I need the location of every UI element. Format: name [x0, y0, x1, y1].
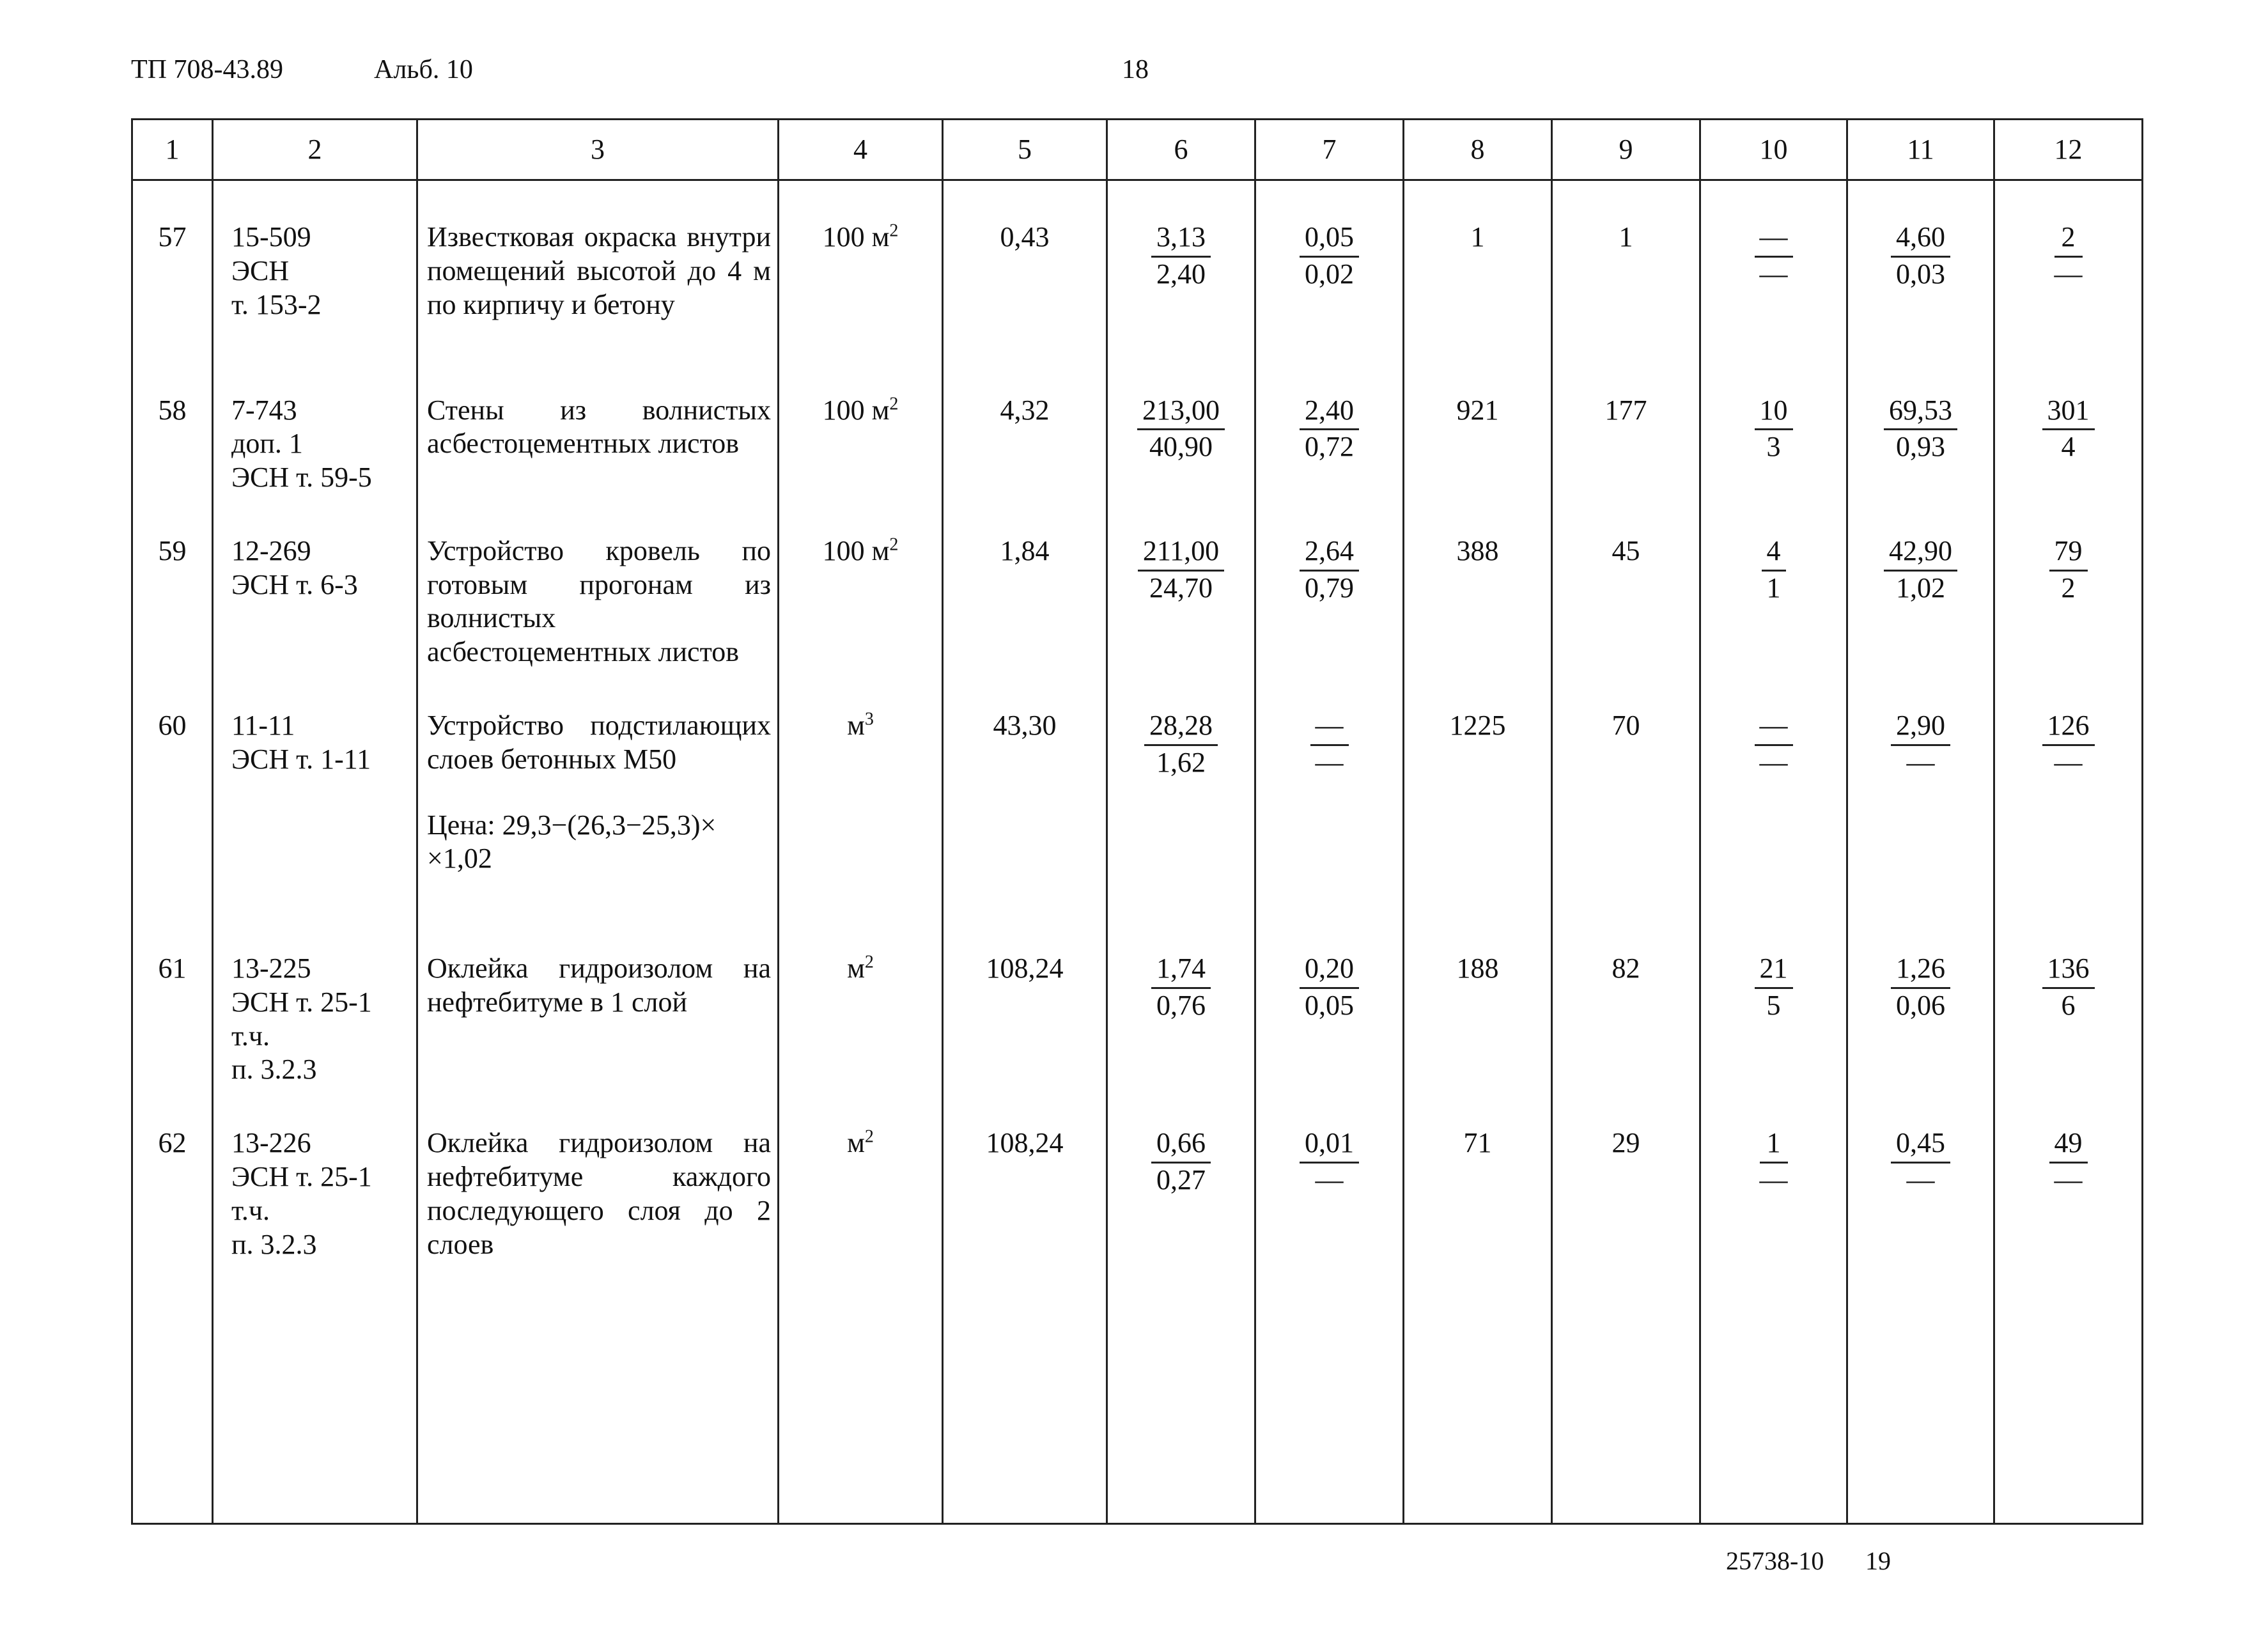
col10-cell — [1700, 669, 1847, 912]
column-header: 1 — [132, 120, 213, 180]
col6-fraction-numerator: 3,13 — [1151, 221, 1211, 258]
col10-fraction-numerator: — — [1755, 709, 1793, 746]
col11-fraction-numerator: 1,26 — [1891, 952, 1950, 989]
col10-cell — [1700, 180, 1847, 354]
col6-fraction-denominator: 40,90 — [1149, 431, 1213, 463]
code-line: 15-509 — [231, 221, 311, 253]
unit: 100 м — [822, 394, 890, 426]
col12-cell — [1994, 912, 2143, 1087]
work-description: Стены из волнистых асбестоцементных листов — [427, 394, 771, 460]
col10-fraction-numerator: 1 — [1760, 1126, 1788, 1164]
col12-fraction-numerator: 126 — [2042, 709, 2095, 746]
col6-fraction-denominator: 0,27 — [1156, 1164, 1206, 1196]
col10-fraction-numerator: — — [1755, 221, 1793, 258]
col12-fraction-denominator: — — [2054, 1164, 2083, 1196]
quantity: 43,30 — [943, 669, 1107, 912]
col6-fraction-denominator: 0,76 — [1156, 989, 1206, 1021]
unit-exponent: 3 — [864, 709, 874, 729]
code-line: т. 153-2 — [231, 288, 322, 320]
col11-fraction-denominator: 1,02 — [1896, 572, 1945, 603]
col11-fraction — [1884, 394, 1957, 465]
work-description-cell — [417, 180, 779, 354]
table-row — [132, 180, 2143, 354]
col10-fraction-denominator: 1 — [1766, 572, 1781, 603]
code-line: т.ч. — [231, 1194, 270, 1226]
col11-fraction-denominator: 0,06 — [1896, 989, 1945, 1021]
col11-fraction — [1891, 221, 1950, 292]
col7-fraction — [1300, 534, 1359, 605]
col6-cell — [1107, 1087, 1255, 1523]
col9-value: 70 — [1552, 669, 1700, 912]
col10-fraction-denominator: 3 — [1766, 431, 1781, 463]
col12-fraction — [2049, 534, 2088, 605]
unit-cell — [779, 354, 943, 495]
col11-fraction-numerator: 4,60 — [1891, 221, 1950, 258]
estimate-table — [131, 118, 2143, 1525]
unit-cell — [779, 180, 943, 354]
col12-fraction-numerator: 2 — [2054, 221, 2083, 258]
column-header: 11 — [1847, 120, 1994, 180]
unit-cell — [779, 495, 943, 669]
unit-cell — [779, 912, 943, 1087]
col7-fraction-numerator: 0,05 — [1300, 221, 1359, 258]
col6-cell — [1107, 669, 1255, 912]
col11-fraction-denominator: — — [1906, 1164, 1935, 1196]
column-header: 5 — [943, 120, 1107, 180]
code-cell — [213, 180, 417, 354]
unit: 100 м — [822, 221, 890, 253]
quantity: 1,84 — [943, 495, 1107, 669]
col10-fraction-denominator: — — [1759, 258, 1788, 290]
col12-fraction-denominator: — — [2054, 258, 2083, 290]
column-header: 7 — [1255, 120, 1404, 180]
code-line: ЭСН т. 1-11 — [231, 743, 371, 775]
column-header: 4 — [779, 120, 943, 180]
col11-fraction-denominator: — — [1906, 746, 1935, 778]
col12-fraction-numerator: 49 — [2049, 1126, 2088, 1164]
code-line: ЭСН — [231, 254, 290, 286]
code-line: 12-269 — [231, 534, 311, 566]
unit-cell — [779, 669, 943, 912]
col10-fraction — [1760, 1126, 1788, 1197]
col8-value: 1 — [1404, 180, 1552, 354]
col12-cell — [1994, 1087, 2143, 1523]
col10-fraction-numerator: 10 — [1755, 394, 1793, 431]
col7-fraction-denominator: — — [1315, 1164, 1344, 1196]
col9-value: 29 — [1552, 1087, 1700, 1523]
col12-fraction-numerator: 136 — [2042, 952, 2095, 989]
col6-fraction-numerator: 0,66 — [1151, 1126, 1211, 1164]
col8-value: 1225 — [1404, 669, 1552, 912]
code-line: т.ч. — [231, 1020, 270, 1052]
col9-value: 45 — [1552, 495, 1700, 669]
col12-fraction — [2054, 221, 2083, 292]
col6-cell — [1107, 912, 1255, 1087]
unit-exponent: 2 — [889, 221, 899, 241]
col11-cell — [1847, 354, 1994, 495]
col11-fraction — [1891, 1126, 1950, 1197]
col12-fraction-denominator: — — [2054, 746, 2083, 778]
code-line: ЭСН т. 25-1 — [231, 1161, 372, 1193]
col10-fraction — [1755, 394, 1793, 465]
col6-fraction-numerator: 28,28 — [1144, 709, 1218, 746]
unit-exponent: 2 — [889, 534, 899, 555]
col11-fraction-numerator: 69,53 — [1884, 394, 1957, 431]
code-line: доп. 1 — [231, 428, 303, 460]
column-header: 3 — [417, 120, 779, 180]
quantity: 108,24 — [943, 912, 1107, 1087]
col6-fraction-numerator: 213,00 — [1137, 394, 1225, 431]
unit: м — [847, 953, 865, 985]
col10-fraction-numerator: 4 — [1762, 534, 1786, 572]
work-description-cell — [417, 1087, 779, 1523]
row-number: 61 — [132, 912, 213, 1087]
col12-fraction — [2042, 709, 2095, 780]
code-line: ЭСН т. 25-1 — [231, 986, 372, 1018]
unit-exponent: 2 — [864, 952, 874, 972]
col6-fraction — [1137, 394, 1225, 465]
unit-exponent: 2 — [889, 393, 899, 414]
row-number: 58 — [132, 354, 213, 495]
table-row — [132, 912, 2143, 1087]
col11-cell — [1847, 180, 1994, 354]
column-header: 12 — [1994, 120, 2143, 180]
col12-cell — [1994, 354, 2143, 495]
code-line: ЭСН т. 59-5 — [231, 462, 372, 494]
unit-exponent: 2 — [864, 1126, 874, 1147]
document-code: ТП 708-43.89 — [131, 55, 283, 84]
col7-fraction-numerator: — — [1310, 709, 1349, 746]
code-line: п. 3.2.3 — [231, 1228, 317, 1260]
col6-fraction-numerator: 211,00 — [1138, 534, 1224, 572]
col7-cell — [1255, 1087, 1404, 1523]
col11-fraction-numerator: 0,45 — [1891, 1126, 1950, 1164]
table-row — [132, 669, 2143, 912]
album-label: Альб. 10 — [374, 55, 473, 84]
code-cell — [213, 495, 417, 669]
work-description: Известковая окраска внутри помещений высотой до 4 м по кирпичу и бетону — [427, 221, 771, 320]
col8-value: 71 — [1404, 1087, 1552, 1523]
col6-fraction — [1144, 709, 1218, 780]
row-number: 57 — [132, 180, 213, 354]
col10-cell — [1700, 912, 1847, 1087]
code-line: ЭСН т. 6-3 — [231, 568, 358, 600]
col11-fraction — [1891, 952, 1950, 1023]
col7-fraction — [1300, 1126, 1359, 1197]
col7-fraction-numerator: 2,40 — [1300, 394, 1359, 431]
col12-cell — [1994, 495, 2143, 669]
header-row — [132, 120, 2143, 180]
unit: м — [847, 1127, 865, 1159]
col11-fraction — [1891, 709, 1950, 780]
col12-fraction-numerator: 79 — [2049, 534, 2088, 572]
col10-fraction-denominator: 5 — [1766, 989, 1781, 1021]
column-header: 8 — [1404, 120, 1552, 180]
col7-cell — [1255, 669, 1404, 912]
col10-cell — [1700, 354, 1847, 495]
col8-value: 188 — [1404, 912, 1552, 1087]
col10-fraction-denominator: — — [1759, 746, 1788, 778]
col11-fraction-denominator: 0,03 — [1896, 258, 1945, 290]
quantity: 0,43 — [943, 180, 1107, 354]
col6-fraction — [1138, 534, 1224, 605]
unit: м — [847, 710, 865, 742]
col12-cell — [1994, 669, 2143, 912]
work-description: Оклейка гидроизолом на нефтебитуме в 1 слой — [427, 953, 771, 1018]
price-note: Цена: 29,3−(26,3−25,3)× ×1,02 — [427, 809, 717, 875]
col10-fraction-numerator: 21 — [1755, 952, 1793, 989]
col6-fraction-denominator: 1,62 — [1156, 746, 1206, 778]
table-row — [132, 495, 2143, 669]
col6-fraction — [1151, 1126, 1211, 1197]
work-description-cell — [417, 912, 779, 1087]
row-number: 60 — [132, 669, 213, 912]
footer-document-number: 25738-10 — [1726, 1546, 1824, 1575]
col12-fraction — [2042, 952, 2095, 1023]
column-header: 2 — [213, 120, 417, 180]
col9-value: 177 — [1552, 354, 1700, 495]
code-cell — [213, 1087, 417, 1523]
col6-fraction — [1151, 952, 1211, 1023]
col12-fraction-denominator: 6 — [2061, 989, 2076, 1021]
col12-fraction-denominator: 2 — [2061, 572, 2076, 603]
col7-cell — [1255, 912, 1404, 1087]
quantity: 108,24 — [943, 1087, 1107, 1523]
col6-fraction-numerator: 1,74 — [1151, 952, 1211, 989]
col7-fraction-numerator: 0,20 — [1300, 952, 1359, 989]
col11-cell — [1847, 912, 1994, 1087]
column-header: 6 — [1107, 120, 1255, 180]
col7-fraction-numerator: 0,01 — [1300, 1126, 1359, 1164]
footer-page-number: 19 — [1865, 1546, 1891, 1575]
col12-cell — [1994, 180, 2143, 354]
code-line: п. 3.2.3 — [231, 1054, 317, 1086]
row-number: 59 — [132, 495, 213, 669]
col7-cell — [1255, 180, 1404, 354]
col11-cell — [1847, 1087, 1994, 1523]
work-description: Устройство подстилающих слоев бетонных М50 — [427, 710, 771, 775]
col11-fraction-numerator: 2,90 — [1891, 709, 1950, 746]
page-number: 18 — [1122, 55, 1149, 84]
col7-fraction-denominator: — — [1315, 746, 1344, 778]
col10-fraction — [1755, 221, 1793, 292]
table-row — [132, 354, 2143, 495]
col6-cell — [1107, 354, 1255, 495]
col9-value: 82 — [1552, 912, 1700, 1087]
col12-fraction — [2042, 394, 2095, 465]
col6-fraction-denominator: 2,40 — [1156, 258, 1206, 290]
code-line: 13-225 — [231, 953, 311, 985]
col11-fraction-denominator: 0,93 — [1896, 431, 1945, 463]
col12-fraction — [2049, 1126, 2088, 1197]
code-cell — [213, 354, 417, 495]
col11-fraction — [1884, 534, 1957, 605]
col10-cell — [1700, 1087, 1847, 1523]
work-description: Оклейка гидроизолом на нефтебитуме каждого последующего слоя до 2 слоев — [427, 1127, 771, 1260]
col7-fraction-numerator: 2,64 — [1300, 534, 1359, 572]
row-number: 62 — [132, 1087, 213, 1523]
col6-cell — [1107, 180, 1255, 354]
col7-fraction — [1300, 394, 1359, 465]
col7-fraction — [1310, 709, 1349, 780]
col9-value: 1 — [1552, 180, 1700, 354]
col12-fraction-numerator: 301 — [2042, 394, 2095, 431]
table-row — [132, 1087, 2143, 1523]
col7-fraction — [1300, 221, 1359, 292]
col8-value: 921 — [1404, 354, 1552, 495]
col10-fraction-denominator: — — [1759, 1164, 1788, 1196]
col12-fraction-denominator: 4 — [2061, 431, 2076, 463]
col7-cell — [1255, 354, 1404, 495]
code-line: 13-226 — [231, 1127, 311, 1159]
column-header: 10 — [1700, 120, 1847, 180]
col6-fraction-denominator: 24,70 — [1149, 572, 1213, 603]
work-description-cell — [417, 354, 779, 495]
work-description-cell — [417, 495, 779, 669]
work-description-cell — [417, 669, 779, 912]
quantity: 4,32 — [943, 354, 1107, 495]
work-description: Устройство кровель по готовым прогонам из волнистых асбестоцементных листов — [427, 534, 771, 668]
column-header: 9 — [1552, 120, 1700, 180]
col10-fraction — [1755, 952, 1793, 1023]
col7-fraction-denominator: 0,79 — [1305, 572, 1354, 603]
unit: 100 м — [822, 534, 890, 566]
code-line: 7-743 — [231, 394, 297, 426]
unit-cell — [779, 1087, 943, 1523]
col7-fraction-denominator: 0,72 — [1305, 431, 1354, 463]
col7-cell — [1255, 495, 1404, 669]
col11-cell — [1847, 669, 1994, 912]
code-cell — [213, 912, 417, 1087]
col10-fraction — [1755, 709, 1793, 780]
col10-fraction — [1762, 534, 1786, 605]
col11-cell — [1847, 495, 1994, 669]
col8-value: 388 — [1404, 495, 1552, 669]
code-line: 11-11 — [231, 710, 295, 742]
col7-fraction-denominator: 0,02 — [1305, 258, 1354, 290]
col6-cell — [1107, 495, 1255, 669]
code-cell — [213, 669, 417, 912]
col6-fraction — [1151, 221, 1211, 292]
col7-fraction-denominator: 0,05 — [1305, 989, 1354, 1021]
col7-fraction — [1300, 952, 1359, 1023]
col11-fraction-numerator: 42,90 — [1884, 534, 1957, 572]
col10-cell — [1700, 495, 1847, 669]
